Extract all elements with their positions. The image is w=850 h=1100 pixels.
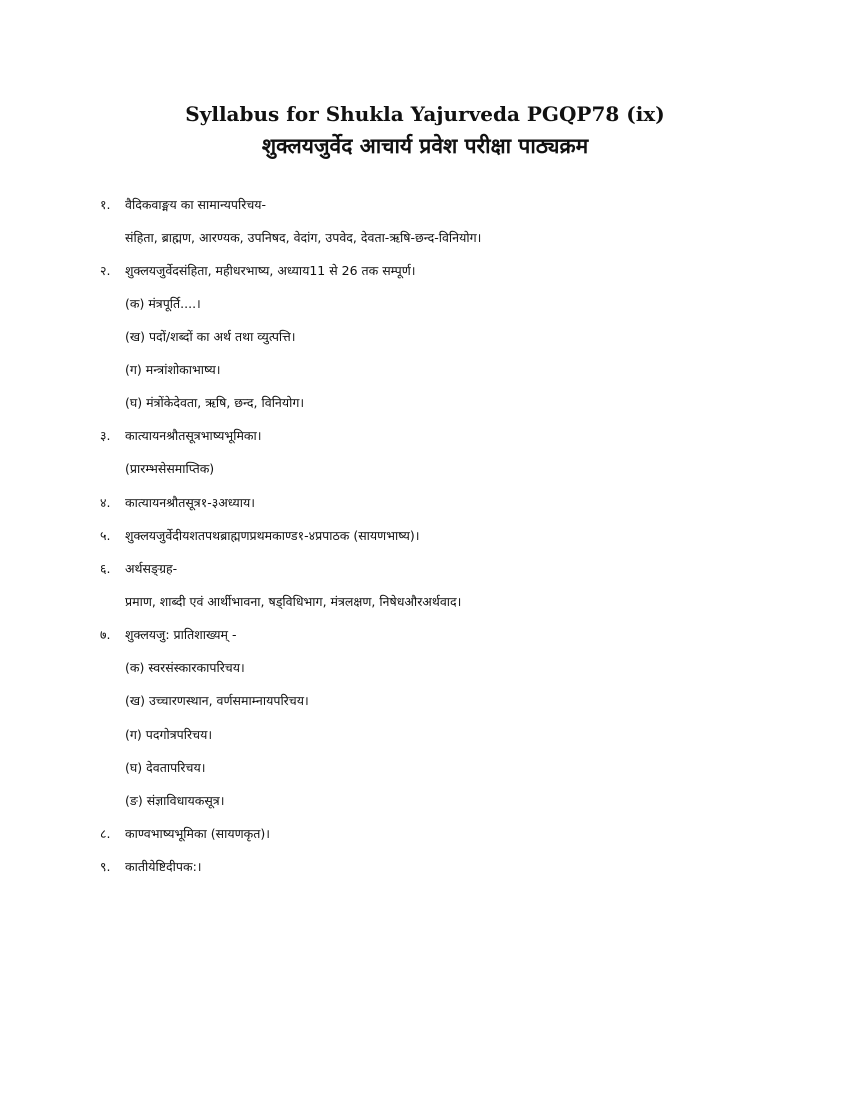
item-text: (क) स्वरसंस्कारकापरिचय।	[125, 660, 245, 675]
item-text: शुक्लयजु: प्रातिशाख्यम् -	[125, 627, 237, 642]
item-text: कात्यायनश्रौतसूत्रभाष्यभूमिका।	[125, 428, 262, 443]
item-text: शुक्लयजुर्वेदसंहिता, महीधरभाष्य, अध्याय11 से 26 तक सम्पूर्ण।	[125, 263, 416, 278]
item-text: (प्रारम्भसेसमाप्तिक)	[125, 461, 215, 476]
item-number: २.	[100, 263, 111, 278]
item-text: (ग) पदगोत्रपरिचय।	[125, 727, 213, 742]
item-text: (ग) मन्त्रांशोकाभाष्य।	[125, 362, 221, 377]
item-number: १.	[100, 197, 111, 212]
item-text: वैदिकवाङ्मय का सामान्यपरिचय-	[125, 197, 267, 212]
item-number: ८.	[100, 826, 111, 841]
page-title-english: Syllabus for Shukla Yajurveda PGQP78 (ix)	[185, 102, 665, 126]
item-text: (ख) उच्चारणस्थान, वर्णसमाम्नायपरिचय।	[125, 693, 309, 708]
item-text: काण्वभाष्यभूमिका (सायणकृत)।	[125, 826, 270, 841]
item-text: शुक्लयजुर्वेदीयशतपथब्राह्मणप्रथमकाण्ड१-४प्रपाठक (सायणभाष्य)।	[125, 528, 420, 543]
item-text: प्रमाण, शाब्दी एवं आर्थीभावना, षड्विधिभाग, मंत्रलक्षण, निषेधऔरअर्थवाद।	[125, 594, 462, 609]
item-text: (ङ) संज्ञाविधायकसूत्र।	[125, 793, 225, 808]
item-number: ९.	[100, 859, 111, 874]
item-text: कातीयेष्टिदीपक:।	[125, 859, 202, 874]
item-number: ४.	[100, 495, 111, 510]
item-text: (क) मंत्रपूर्ति....।	[125, 296, 201, 311]
item-number: ६.	[100, 561, 111, 576]
item-text: अर्थसङ्ग्रह-	[125, 561, 178, 576]
item-text: संहिता, ब्राह्मण, आरण्यक, उपनिषद, वेदांग, उपवेद, देवता-ऋषि-छन्द-विनियोग।	[125, 230, 482, 245]
item-number: ३.	[100, 428, 111, 443]
page-title-hindi: शुक्लयजुर्वेद आचार्य प्रवेश परीक्षा पाठ्यक्रम	[261, 134, 589, 158]
item-text: (घ) मंत्रोंकेदेवता, ऋषि, छन्द, विनियोग।	[125, 395, 305, 410]
item-number: ५.	[100, 528, 111, 543]
item-text: (ख) पदों/शब्दों का अर्थ तथा व्युत्पत्ति।	[125, 329, 296, 344]
item-text: कात्यायनश्रौतसूत्र१-३अध्याय।	[125, 495, 255, 510]
item-number: ७.	[100, 627, 111, 642]
item-text: (घ) देवतापरिचय।	[125, 760, 206, 775]
